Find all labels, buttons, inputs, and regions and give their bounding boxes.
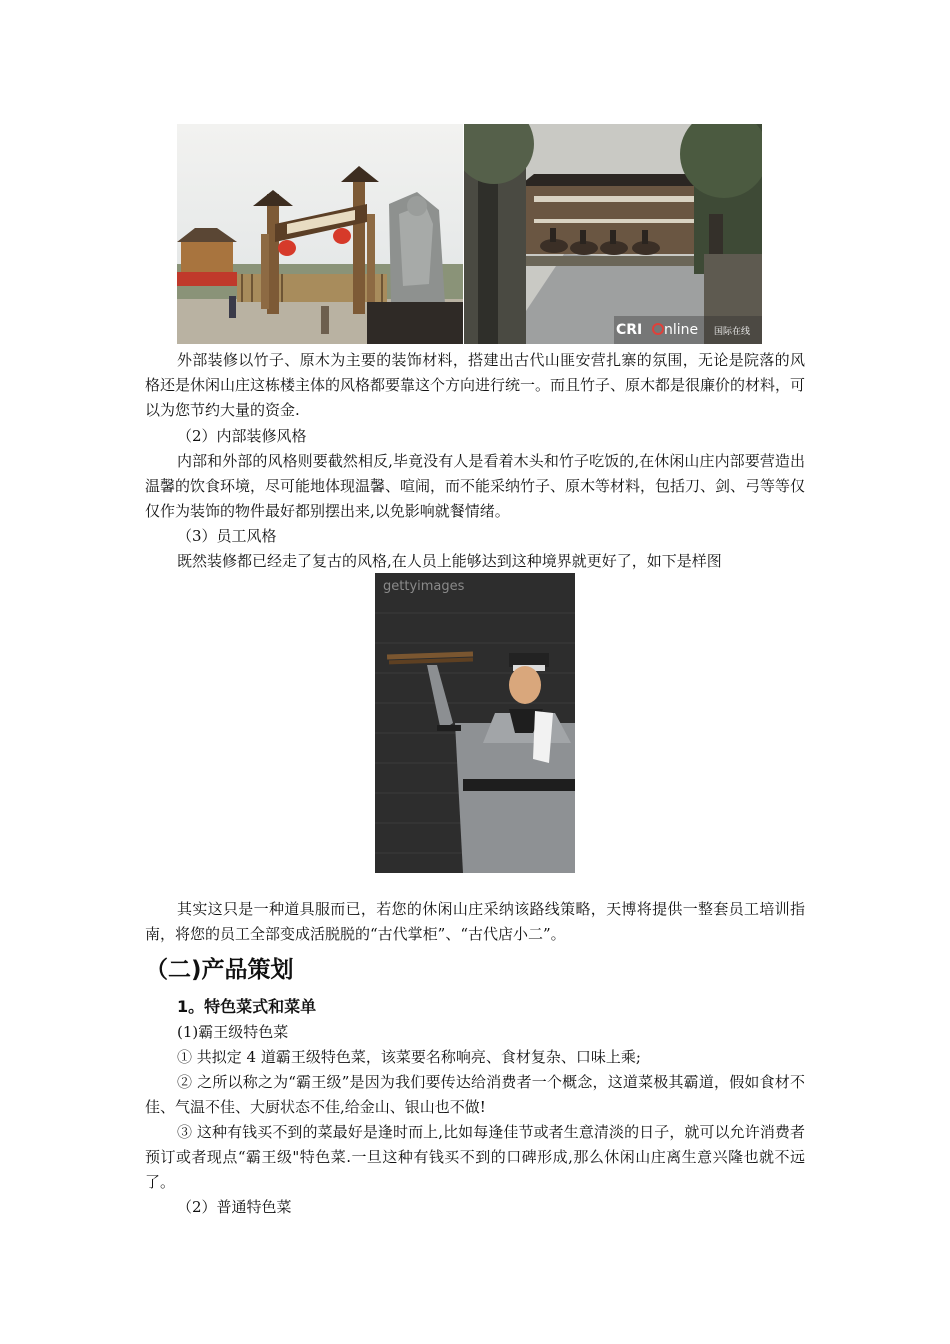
overlord-point-1: ① 共拟定 4 道霸王级特色菜，该菜要名称响亮、食材复杂、口味上乘; [177, 1048, 641, 1066]
gate-photo [177, 124, 463, 344]
paragraph-costume: 其实这只是一种道具服而已，若您的休闲山庄采纳该路线策略，天博将提供一整套员工培训指南，将您的员工全部变成活脱脱的“古代掌柜”、“古代店小二”。 [145, 900, 805, 943]
overlord-point-2: ② 之所以称之为“霸王级”是因为我们要传达给消费者一个概念，这道菜极其霸道，假如食材不佳、气温不佳、大厨状态不佳,给金山、银山也不做! [145, 1073, 805, 1116]
horse-riders-photo-icon [464, 124, 762, 344]
paragraph-staff: 既然装修都已经走了复古的风格,在人员上能够达到这种境界就更好了，如下是样图 [177, 552, 722, 570]
staff-photo [375, 573, 575, 873]
item-regular-dishes: （2）普通特色菜 [177, 1198, 292, 1216]
subheading-interior-style: （2）内部装修风格 [177, 427, 307, 445]
section-title-product-planning: （二)产品策划 [145, 957, 294, 983]
horse-watermark-brand: nline [664, 322, 699, 338]
subsection-title-dishes: 1。特色菜式和菜单 [177, 997, 317, 1016]
horse-photo [464, 124, 762, 344]
village-gate-photo-icon [177, 124, 463, 344]
item-overlord-dishes: (1)霸王级特色菜 [177, 1023, 289, 1041]
paragraph-exterior: 外部装修以竹子、原木为主要的装饰材料，搭建出古代山匪安营扎寨的氛围，无论是院落的风格还是休闲山庄这栋楼主体的风格都要靠这个方向进行统一。而且竹子、原木都是很廉价的材料，可以为您节约大量的资金. [145, 351, 806, 419]
paragraph-interior: 内部和外部的风格则要截然相反,毕竟没有人是看着木头和竹子吃饭的,在休闲山庄内部要营造出温馨的饮食环境，尽可能地体现温馨、喧闹，而不能采纳竹子、原木等材料，包括刀、剑、弓等等仅仅作为装饰的物件最好都别摆出来,以免影响就餐情绪。 [145, 452, 806, 520]
horse-watermark: CRI [616, 322, 643, 338]
horse-watermark-cn: 国际在线 [714, 327, 751, 337]
overlord-point-3: ③ 这种有钱买不到的菜最好是逢时而上,比如每逢佳节或者生意清淡的日子，就可以允许消费者预订或者现点“霸王级"特色菜.一旦这种有钱买不到的口碑形成,那么休闲山庄离生意兴隆也就不远了。 [145, 1123, 805, 1191]
subheading-staff-style: （3）员工风格 [177, 527, 277, 545]
costumed-waiter-photo-icon [375, 573, 575, 873]
getty-watermark: gettyimages [383, 579, 465, 594]
